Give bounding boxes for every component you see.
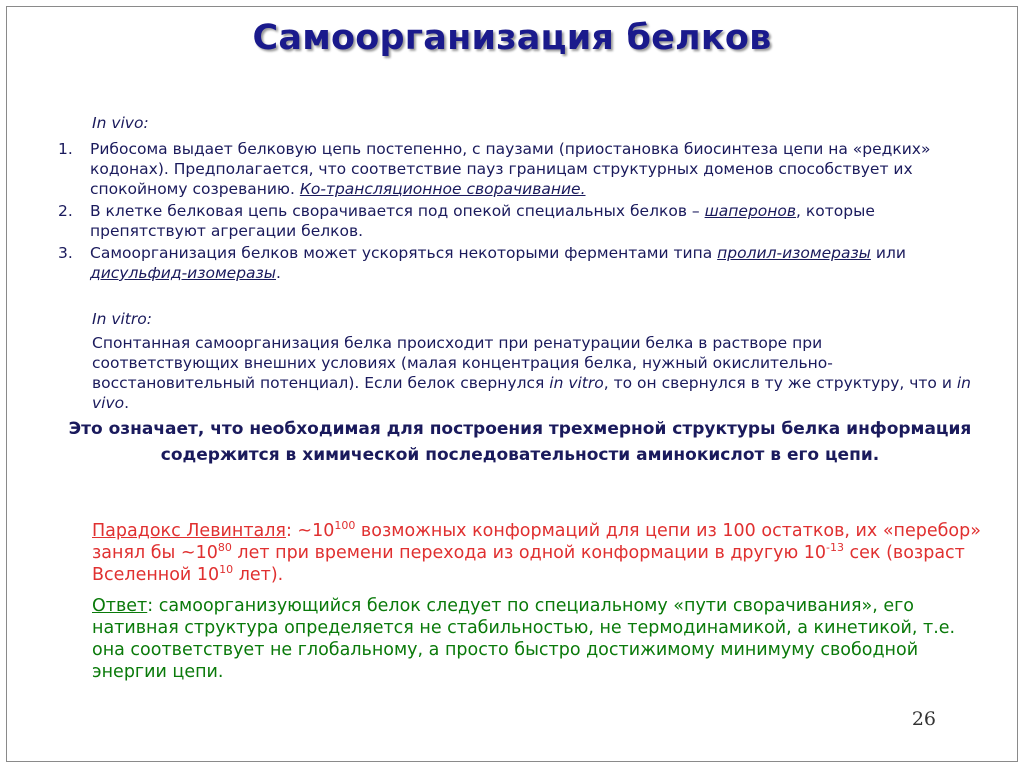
in-vivo-list bbox=[58, 139, 988, 283]
chaperones-link[interactable]: шаперонов bbox=[704, 202, 797, 220]
paradox-label: Парадокс Левинталя bbox=[92, 521, 286, 541]
list-item: 1. Рибосома выдает белковую цепь постепенно, с паузами (приостановка биосинтеза цепи на «редких» кодонах). Предполагается, что соответствие пауз границам структурных доменов способствует их спокойному созреванию. Ко-трансляционное сворачивание. bbox=[58, 140, 931, 198]
page-number: 26 bbox=[911, 708, 936, 730]
levinthal-paradox: Парадокс Левинталя: $\sim 10^{100}$ возможных конформаций для цепи из 100 остатков, их «перебор» занял бы $\sim 10^{80}$ лет при времени перехода из одной конформации в другую $10^{-13}$ сек (возраст Вселенной $10^{10}$ лет). bbox=[92, 519, 981, 585]
cotranslational-folding-link[interactable]: Ко-трансляционное сворачивание. bbox=[299, 180, 586, 198]
in-vitro-label: In vitro: bbox=[92, 310, 152, 328]
answer-label: Ответ bbox=[92, 596, 148, 616]
slide-title: Самоорганизация белков bbox=[252, 18, 772, 58]
prolyl-isomerase-link[interactable]: пролил-изомеразы bbox=[717, 244, 871, 262]
list-item: 3. Самоорганизация белков может ускоряться некоторыми ферментами типа пролил-изомеразы или дисульфид-изомеразы. bbox=[58, 244, 906, 282]
conclusion-text: Это означает, что необходимая для построения трехмерной структуры белка информация содержится в химической последовательности аминокислот в его цепи. bbox=[68, 419, 972, 465]
answer-paragraph: Ответ: самоорганизующийся белок следует по специальному «пути сворачивания», его нативная структура определяется не стабильностью, не термодинамикой, а кинетикой, т.е. она соответствует не глобальному, а просто быстро достижимому минимуму свободной энергии цепи. bbox=[92, 596, 956, 682]
disulfide-isomerase-link[interactable]: дисульфид-изомеразы bbox=[90, 264, 277, 282]
list-item: 2. В клетке белковая цепь сворачивается под опекой специальных белков – шаперонов, которые препятствуют агрегации белков. bbox=[58, 202, 875, 240]
in-vitro-paragraph: Спонтанная самоорганизация белка происходит при ренатурации белка в растворе при соответствующих внешних условиях (малая концентрация белка, нужный окислительно-восстановительный потенциал). Если белок свернулся in vitro, то он свернулся в ту же структуру, что и in vivo. bbox=[92, 334, 971, 412]
in-vivo-label: In vivo: bbox=[92, 114, 149, 132]
